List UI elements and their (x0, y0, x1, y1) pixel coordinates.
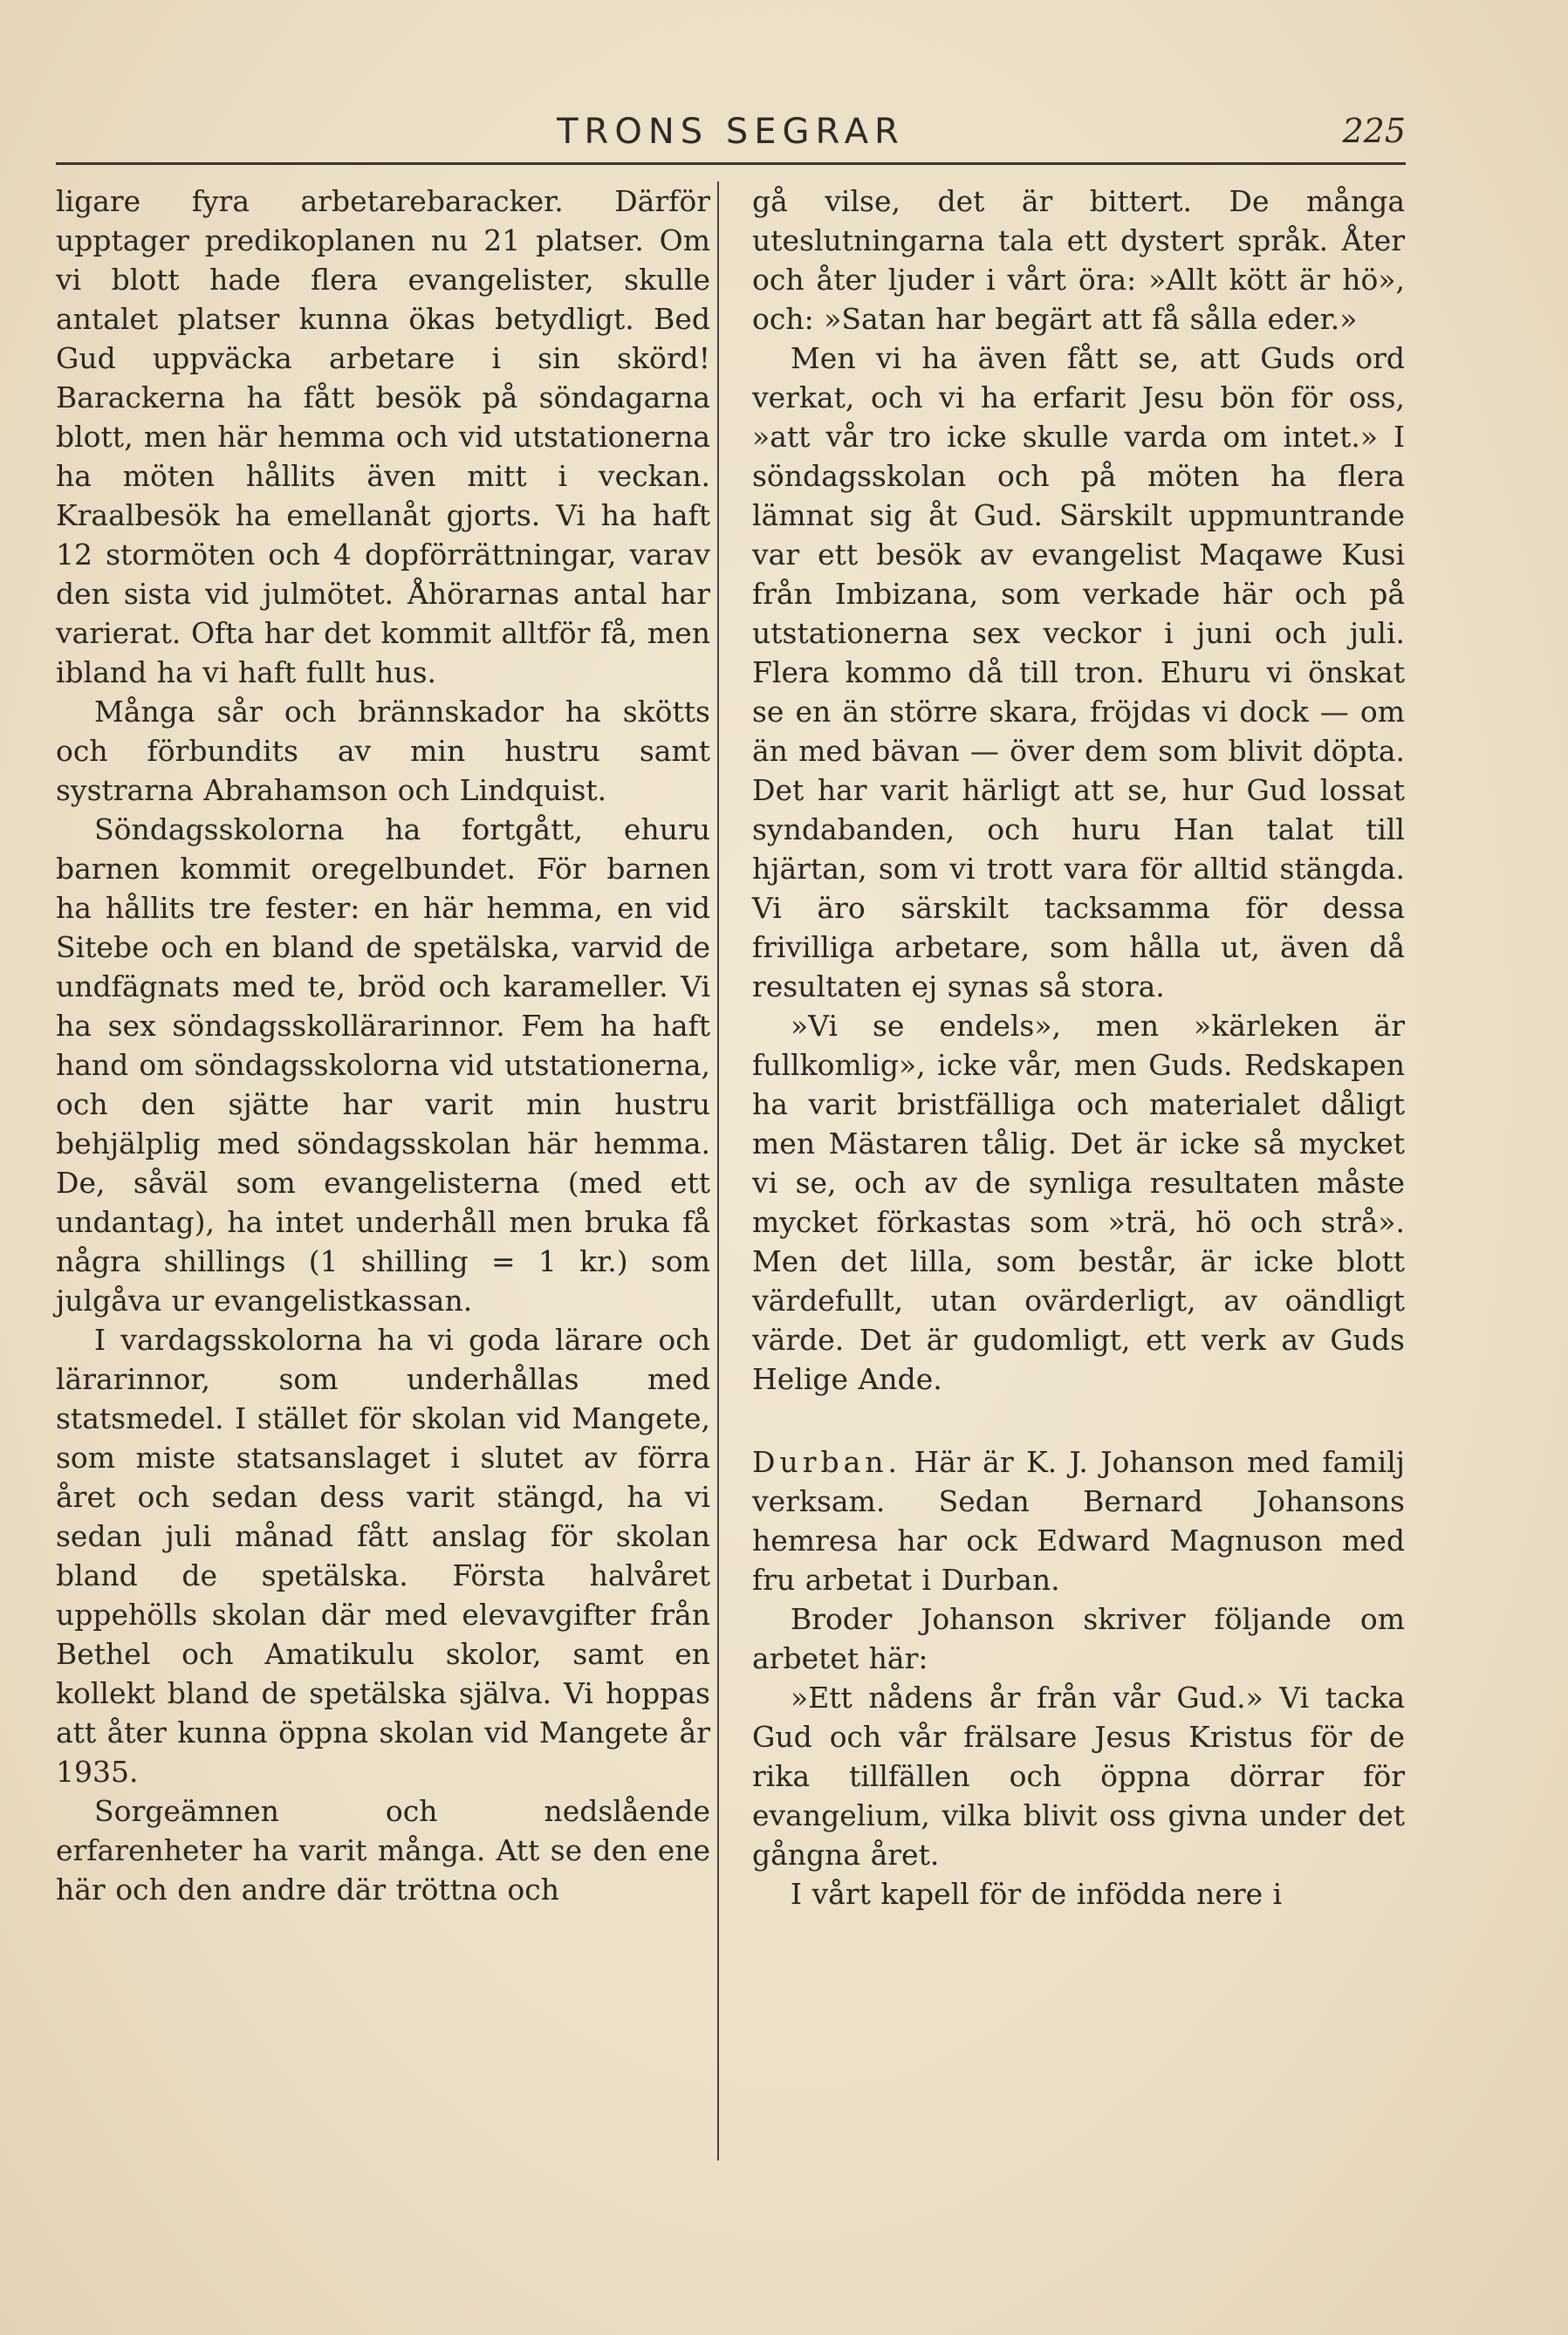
column-divider (717, 181, 719, 2160)
paragraph: I vårt kapell för de infödda nere i (791, 1877, 1283, 1911)
running-title: TRONS SEGRAR (557, 112, 905, 152)
paragraph: »Vi se endels», men »kärleken är fullkomlig», icke vår, men Guds. Redskapen ha varit bristfälliga och materialet dåligt men Mästaren tålig. Det är icke så mycket vi se, och av de synliga resultaten måste mycket förkastas som »trä, hö och strå». Men det lilla, som består, är icke blott värdefullt, utan ovärderligt, av oändligt värde. Det är gudomligt, ett verk av Guds Helige Ande. (752, 1009, 1405, 1396)
paragraph: ligare fyra arbetarebaracker. Därför upptager predikoplanen nu 21 platser. Om vi blott hade flera evangelister, skulle antalet platser kunna ökas betydligt. Bed Gud uppväcka arbetare i sin skörd! Barackerna ha fått besök på söndagarna blott, men här hemma och vid utstationerna ha möten hållits även mitt i veckan. Kraalbesök ha emellanåt gjorts. Vi ha haft 12 stormöten och 4 dopförrättningar, varav den sista vid julmötet. Åhörarnas antal har varierat. Ofta har det kommit alltför få, men ibland ha vi haft fullt hus. (56, 184, 710, 689)
paragraph: »Ett nådens år från vår Gud.» Vi tacka Gud och vår frälsare Jesus Kristus för de rika tillfällen och öppna dörrar för evangelium, vilka blivit oss givna under det gångna året. (752, 1681, 1405, 1872)
left-column (56, 181, 710, 1909)
section-gap (752, 1399, 1405, 1442)
paragraph: I vardagsskolorna ha vi goda lärare och lärarinnor, som underhållas med statsmedel. I stället för skolan vid Mangete, som miste statsanslaget i slutet av förra året och sedan dess varit stängd, ha vi sedan juli månad fått anslag för skolan bland de spetälska. Första halvåret uppehölls skolan där med elevavgifter från Bethel och Amatikulu skolor, samt en kollekt bland de spetälska själva. Vi hoppas att åter kunna öppna skolan vid Mangete år 1935. (56, 1323, 710, 1789)
paragraph: Men vi ha även fått se, att Guds ord verkat, och vi ha erfarit Jesu bön för oss, »att vår tro icke skulle varda om intet.» I söndagsskolan och på möten ha flera lämnat sig åt Gud. Särskilt uppmuntrande var ett besök av evangelist Maqawe Kusi från Imbizana, som verkade här och på utstationerna sex veckor i juni och juli. Flera kommo då till tron. Ehuru vi önskat se en än större skara, fröjdas vi dock — om än med bävan — över dem som blivit döpta. Det har varit härligt att se, hur Gud lossat syndabanden, och huru Han talat till hjärtan, som vi trott vara för alltid stängda. Vi äro särskilt tacksamma för dessa frivilliga arbetare, som hålla ut, även då resultaten ej synas så stora. (752, 341, 1405, 1003)
paragraph: gå vilse, det är bittert. De många uteslutningarna tala ett dystert språk. Åter och åter ljuder i vårt öra: »Allt kött är hö», och: »Satan har begärt att få sålla eder.» (752, 184, 1405, 336)
right-column (752, 181, 1405, 1914)
paragraph: Söndagsskolorna ha fortgått, ehuru barnen kommit oregelbundet. För barnen ha hållits tre fester: en här hemma, en vid Sitebe och en bland de spetälska, varvid de undfägnats med te, bröd och karameller. Vi ha sex söndagsskollärarinnor. Fem ha haft hand om söndagsskolorna vid utstationerna, och den sjätte har varit min hustru behjälplig med söndagsskolan här hemma. De, såväl som evangelisterna (med ett undantag), ha intet underhåll men bruka få några shillings (1 shilling = 1 kr.) som julgåva ur evangelistkassan. (56, 812, 710, 1318)
paragraph: Broder Johanson skriver följande om arbetet här: (752, 1602, 1405, 1675)
paragraph: Sorgeämnen och nedslående erfarenheter ha varit många. Att se den ene här och den andre där tröttna och (56, 1794, 710, 1907)
section-heading-durban: Durban. (752, 1445, 902, 1479)
paragraph: Många sår och brännskador ha skötts och förbundits av min hustru samt systrarna Abrahamson och Lindquist. (56, 695, 710, 807)
running-head (56, 103, 1406, 155)
page-number: 225 (1342, 112, 1406, 150)
durban-text: Här är K. J. Johanson med familj verksam. Sedan Bernard Johansons hemresa har ock Edward Magnuson med fru arbetat i Durban. (752, 1445, 1405, 1597)
header-rule (56, 162, 1406, 165)
durban-paragraph (752, 1442, 1405, 1599)
